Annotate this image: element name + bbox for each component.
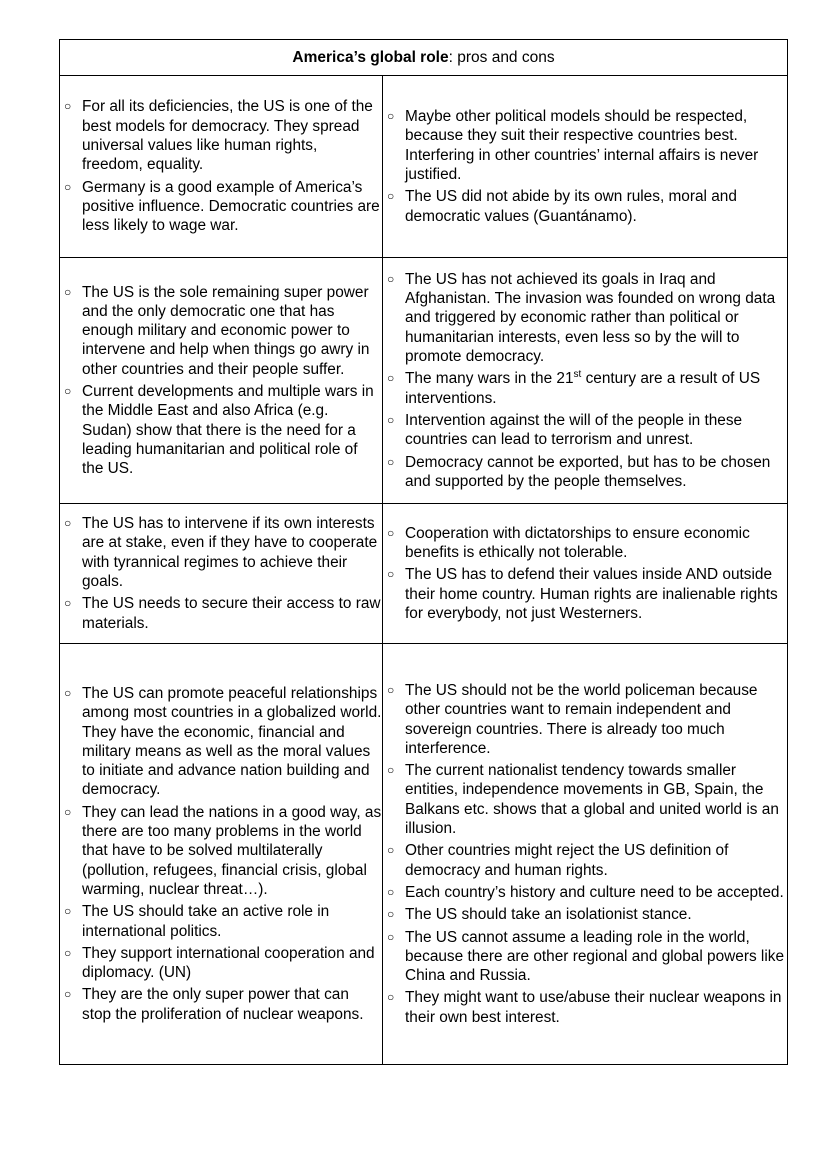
item-text: They can lead the nations in a good way, as there are too many problems in the world that have to be solved multilaterally (pollution, refugees, financial crisis, global warming, nuclear threat…). — [82, 803, 382, 898]
item-text: They might want to use/abuse their nuclear weapons in their own best interest. — [405, 989, 782, 1026]
bullet-icon: ○ — [64, 685, 72, 700]
pros-cell — [60, 76, 383, 258]
cons-list — [383, 524, 787, 623]
bullet-icon: ○ — [64, 516, 72, 531]
list-item — [60, 514, 382, 591]
bullet-icon: ○ — [64, 384, 72, 398]
item-text: Intervention against the will of the people in these countries can lead to terrorism and unrest. — [405, 411, 743, 449]
item-text: The US did not abide by its own rules, moral and democratic values (Guantánamo). — [405, 188, 737, 225]
item-text: The US should not be the world policeman because other countries want to remain independent and sovereign countries. There is already too much interference. — [405, 681, 758, 757]
cons-list — [383, 681, 787, 1027]
item-text: The US has not achieved its goals in Iraq and Afghanistan. The invasion was founded on wrong data and triggered by economic rather than political or humanitarian interests, even less so by the will to promote democracy. — [405, 270, 776, 366]
bullet-icon: ○ — [387, 929, 395, 944]
item-text: Maybe other political models should be respected, because they suit their respective countries best. Interfering in other countries’ internal affairs is never justified. — [405, 108, 759, 183]
cons-list — [383, 270, 787, 491]
list-item — [60, 382, 382, 478]
bullet-icon: ○ — [64, 284, 72, 299]
item-text: They support international cooperation and diplomacy. (UN) — [82, 944, 375, 982]
list-item — [60, 97, 382, 174]
list-item — [383, 270, 787, 366]
pros-list — [60, 283, 382, 479]
item-text: Germany is a good example of America’s positive influence. Democratic countries are less likely to wage war. — [82, 178, 380, 235]
cons-list — [383, 107, 787, 226]
cons-cell — [383, 644, 788, 1065]
list-item — [383, 988, 787, 1027]
list-item — [383, 565, 787, 623]
cons-cell — [383, 76, 788, 258]
list-item — [60, 985, 382, 1024]
cons-cell — [383, 504, 788, 644]
pros-list — [60, 514, 382, 633]
bullet-icon: ○ — [387, 525, 395, 540]
bullet-icon: ○ — [387, 763, 395, 778]
bullet-icon: ○ — [64, 987, 72, 1002]
bullet-icon: ○ — [64, 99, 72, 114]
list-item — [383, 411, 787, 450]
item-text: Democracy cannot be exported, but has to be chosen and supported by the people themselves. — [405, 453, 771, 490]
bullet-icon: ○ — [387, 454, 395, 469]
table-row — [60, 76, 788, 258]
item-text: The current nationalist tendency towards smaller entities, independence movements in GB, Spain, the Balkans etc. shows that a global and united world is an illusion. — [405, 762, 779, 838]
table-title — [60, 40, 788, 76]
list-item — [383, 187, 787, 226]
bullet-icon: ○ — [64, 945, 72, 960]
bullet-icon: ○ — [387, 109, 395, 124]
item-text: Other countries might reject the US definition of democracy and human rights. — [405, 842, 729, 879]
list-item — [383, 681, 787, 758]
item-text: The US should take an isolationist stance. — [405, 906, 692, 924]
item-text: The US has to intervene if its own interests are at stake, even if they have to cooperate with tyrannical regimes to achieve their goals. — [82, 515, 378, 590]
list-item — [383, 841, 787, 880]
list-item — [60, 684, 382, 800]
item-text: The US has to defend their values inside AND outside their home country. Human rights are inalienable rights for everybody, not just Westerners. — [405, 566, 778, 622]
bullet-icon: ○ — [387, 990, 395, 1005]
list-item — [383, 883, 787, 902]
pros-list — [60, 97, 382, 235]
list-item — [383, 369, 787, 408]
pros-cell — [60, 258, 383, 504]
list-item — [60, 803, 382, 899]
title-rest: : pros and cons — [448, 48, 555, 66]
bullet-icon: ○ — [387, 189, 395, 204]
bullet-icon: ○ — [387, 843, 395, 858]
item-text: The US is the sole remaining super power and the only democratic one that has enough military and economic power to intervene and help when things go awry in other countries and their people suffer. — [82, 283, 370, 378]
item-text: The US can promote peaceful relationships among most countries in a globalized world. They have the economic, financial and military means as well as the moral values to initiate and advance nation building and democracy. — [82, 684, 382, 799]
title-bold: America’s global role — [292, 48, 449, 66]
item-text: They are the only super power that can stop the proliferation of nuclear weapons. — [82, 986, 364, 1023]
item-text: For all its deficiencies, the US is one of the best models for democracy. They spread universal values like human rights, freedom, equality. — [82, 98, 373, 174]
list-item — [60, 594, 382, 633]
bullet-icon: ○ — [64, 596, 72, 611]
bullet-icon: ○ — [64, 804, 72, 819]
bullet-icon: ○ — [387, 371, 395, 386]
item-text: The US cannot assume a leading role in the world, because there are other regional and global powers like China and Russia. — [405, 928, 785, 985]
bullet-icon: ○ — [387, 567, 395, 582]
list-item — [60, 283, 382, 379]
cons-cell — [383, 258, 788, 504]
item-text: The many wars in the 21st century are a result of US interventions. — [405, 369, 761, 407]
table-row — [60, 258, 788, 504]
table-row — [60, 644, 788, 1065]
pros-cell — [60, 644, 383, 1065]
list-item — [383, 905, 787, 924]
bullet-icon: ○ — [64, 179, 72, 194]
pros-cons-table — [59, 39, 788, 1065]
item-text: Cooperation with dictatorships to ensure economic benefits is ethically not tolerable. — [405, 524, 750, 562]
item-text: The US needs to secure their access to raw materials. — [82, 595, 381, 632]
item-text: Current developments and multiple wars in the Middle East and also Africa (e.g. Sudan) show that there is the need for a leading humanitarian and political role of the US. — [82, 383, 374, 478]
list-item — [383, 453, 787, 492]
table-row — [60, 504, 788, 644]
list-item — [383, 107, 787, 184]
pros-cell — [60, 504, 383, 644]
bullet-icon: ○ — [387, 682, 395, 697]
list-item — [383, 928, 787, 986]
bullet-icon: ○ — [387, 907, 395, 922]
bullet-icon: ○ — [64, 904, 72, 919]
pros-list — [60, 684, 382, 1024]
list-item — [383, 761, 787, 838]
list-item — [60, 944, 382, 983]
item-text: The US should take an active role in international politics. — [82, 903, 330, 940]
bullet-icon: ○ — [387, 271, 395, 286]
list-item — [60, 902, 382, 941]
list-item — [383, 524, 787, 563]
ordinal-suffix: st — [573, 369, 582, 381]
bullet-icon: ○ — [387, 884, 395, 899]
item-text: Each country’s history and culture need to be accepted. — [405, 883, 784, 901]
list-item — [60, 178, 382, 236]
bullet-icon: ○ — [387, 412, 395, 427]
